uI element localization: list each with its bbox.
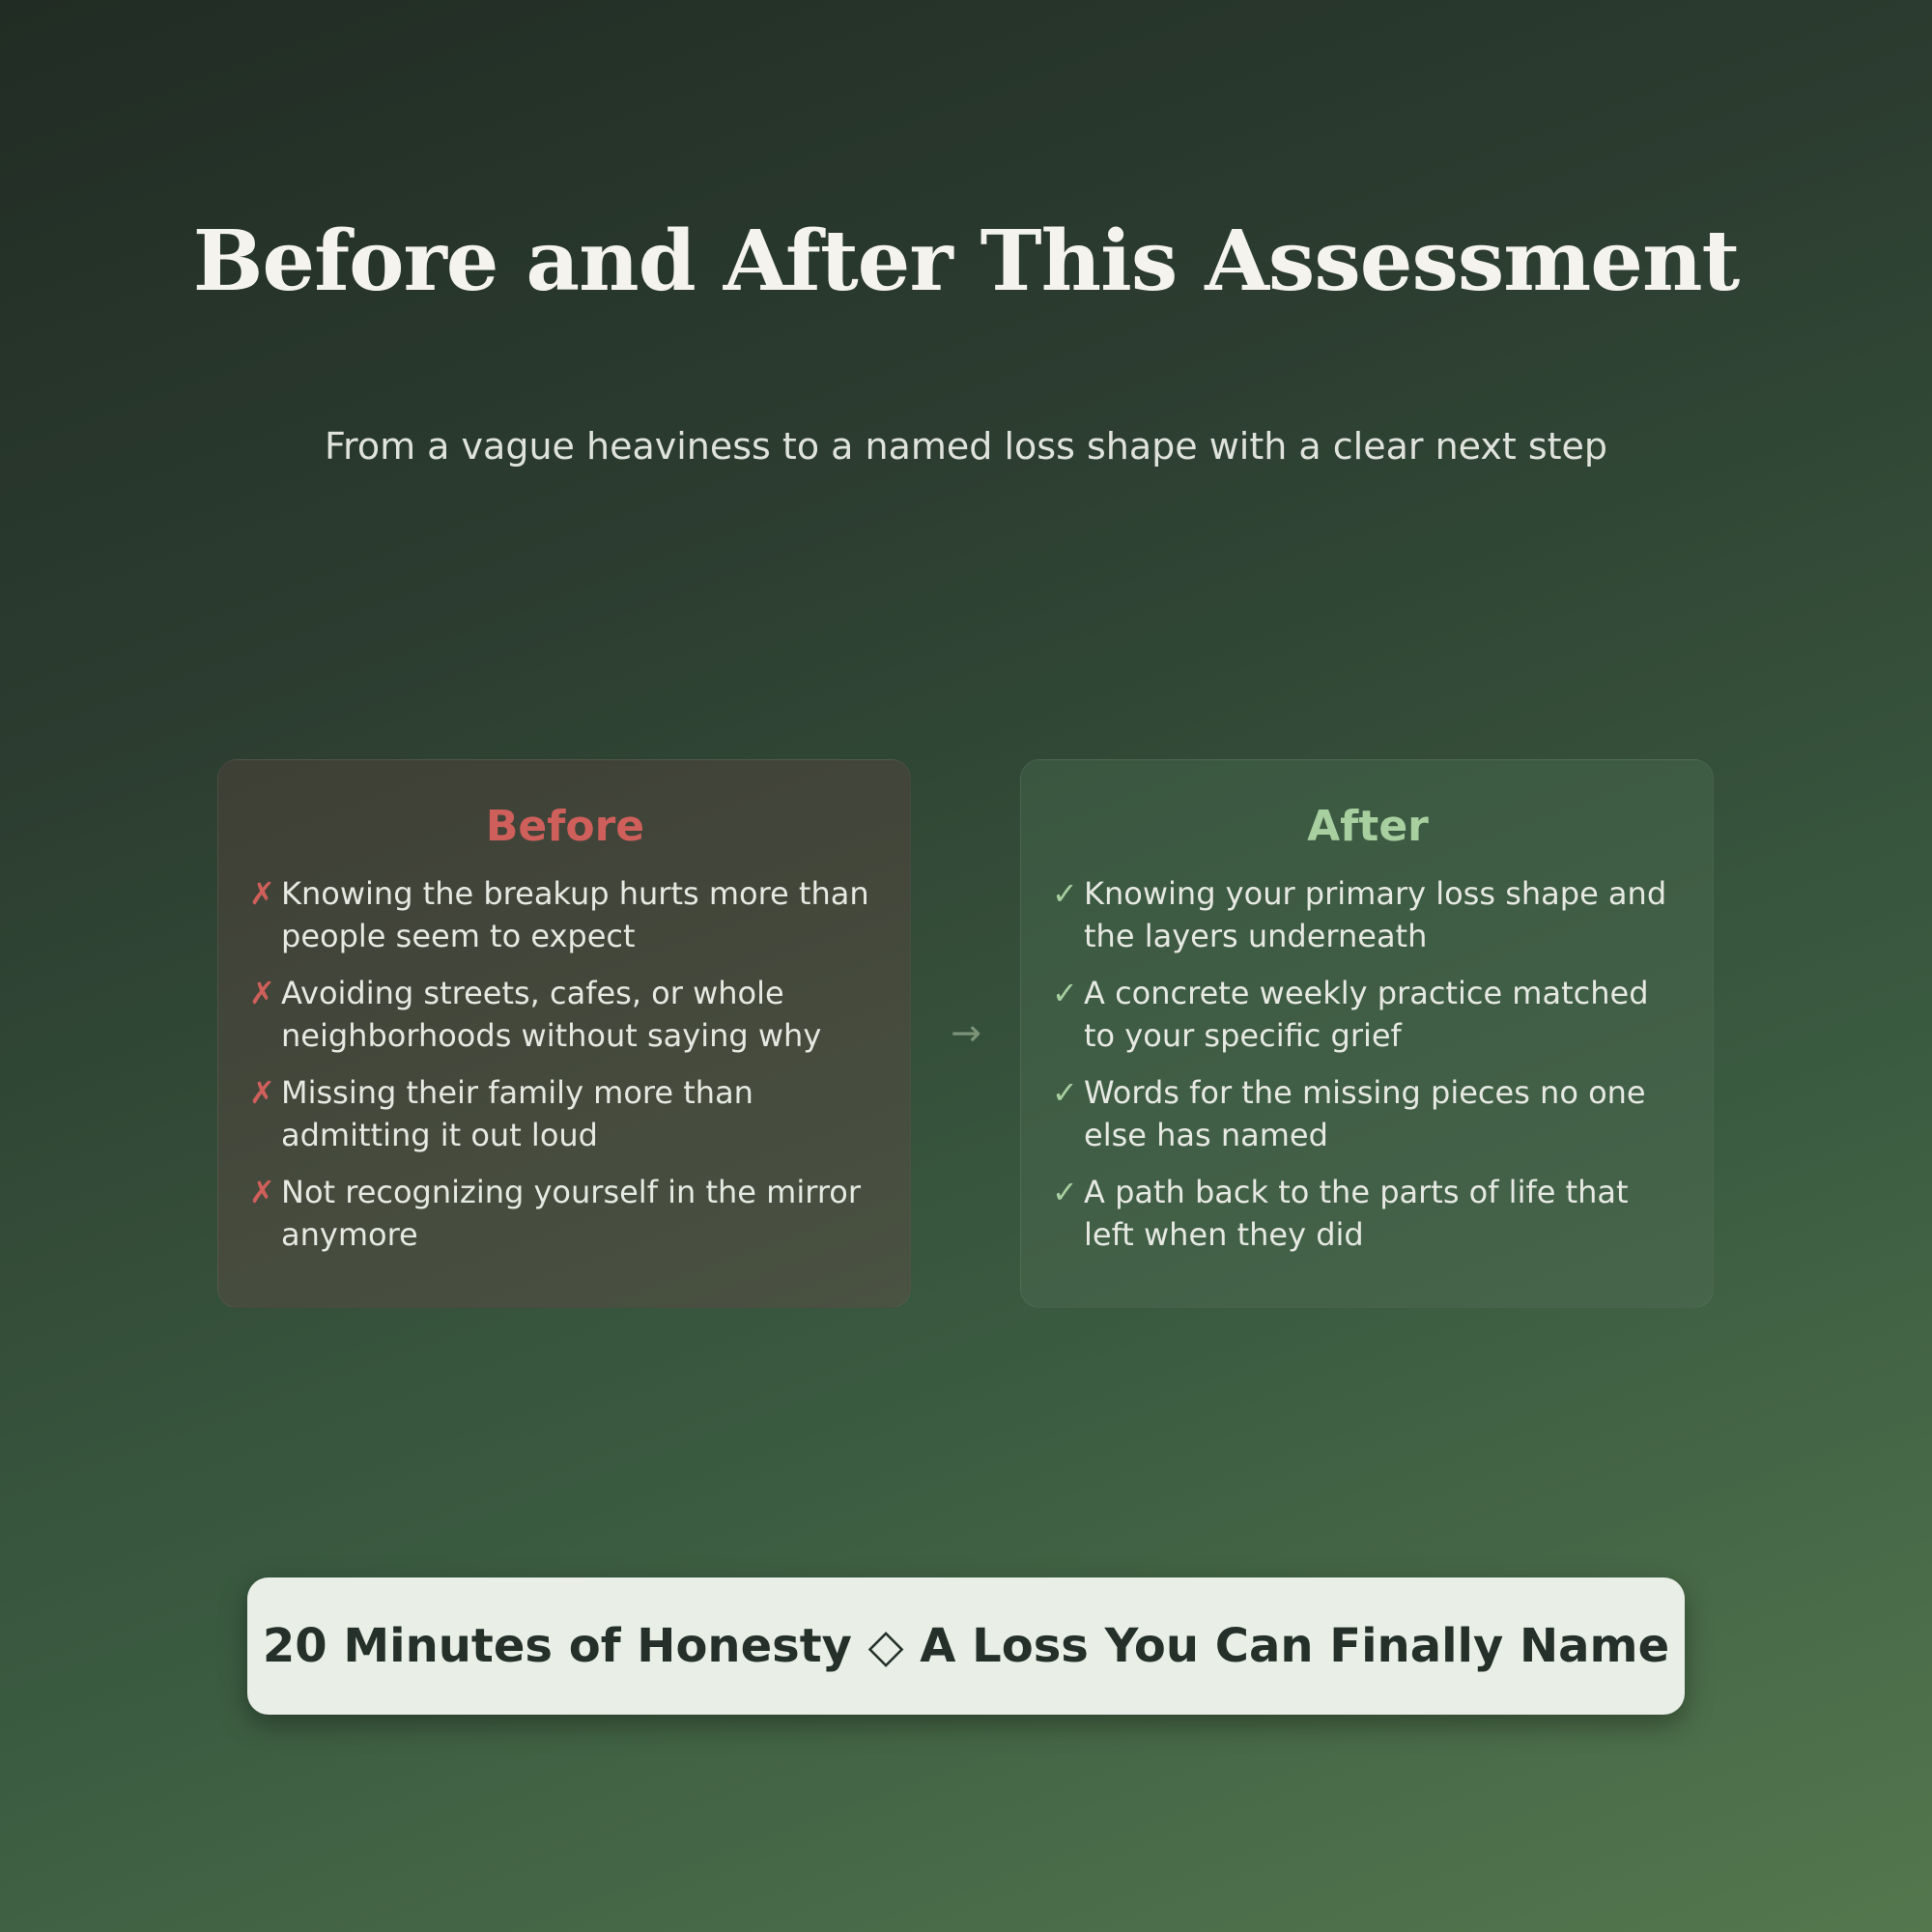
before-item-text: Missing their family more than admitting it out loud xyxy=(281,1074,753,1153)
cta-banner xyxy=(247,1577,1685,1715)
check-mark-icon: ✓ xyxy=(1052,875,1078,912)
after-item-text: Knowing your primary loss shape and the layers underneath xyxy=(1084,875,1667,954)
check-mark-icon: ✓ xyxy=(1052,975,1078,1011)
before-card xyxy=(217,759,911,1308)
after-card xyxy=(1020,759,1714,1308)
after-item-text: A concrete weekly practice matched to your specific grief xyxy=(1084,975,1649,1054)
arrow-right-icon: → xyxy=(951,1011,981,1054)
before-list xyxy=(249,872,881,1256)
before-item-text: Not recognizing yourself in the mirror anymore xyxy=(281,1174,861,1253)
after-item xyxy=(1052,972,1684,1057)
check-mark-icon: ✓ xyxy=(1052,1074,1078,1111)
before-item-text: Avoiding streets, cafes, or whole neighborhoods without saying why xyxy=(281,975,822,1054)
before-heading: Before xyxy=(485,802,645,851)
cross-mark-icon: ✗ xyxy=(249,1074,275,1111)
after-heading: After xyxy=(1307,802,1429,851)
cross-mark-icon: ✗ xyxy=(249,1174,275,1210)
after-item xyxy=(1052,872,1684,957)
after-item-text: Words for the missing pieces no one else has named xyxy=(1084,1074,1646,1153)
cross-mark-icon: ✗ xyxy=(249,975,275,1011)
page-subtitle: From a vague heaviness to a named loss shape with a clear next step xyxy=(324,425,1608,468)
page-title: Before and After This Assessment xyxy=(192,213,1740,310)
before-item xyxy=(249,1171,881,1256)
before-item xyxy=(249,872,881,957)
check-mark-icon: ✓ xyxy=(1052,1174,1078,1210)
cross-mark-icon: ✗ xyxy=(249,875,275,912)
after-item xyxy=(1052,1071,1684,1156)
after-item xyxy=(1052,1171,1684,1256)
banner-text: 20 Minutes of Honesty ◇ A Loss You Can Finally Name xyxy=(262,1619,1670,1673)
before-item xyxy=(249,1071,881,1156)
after-item-text: A path back to the parts of life that left when they did xyxy=(1084,1174,1629,1253)
before-item-text: Knowing the breakup hurts more than people seem to expect xyxy=(281,875,869,954)
after-list xyxy=(1052,872,1684,1256)
before-item xyxy=(249,972,881,1057)
